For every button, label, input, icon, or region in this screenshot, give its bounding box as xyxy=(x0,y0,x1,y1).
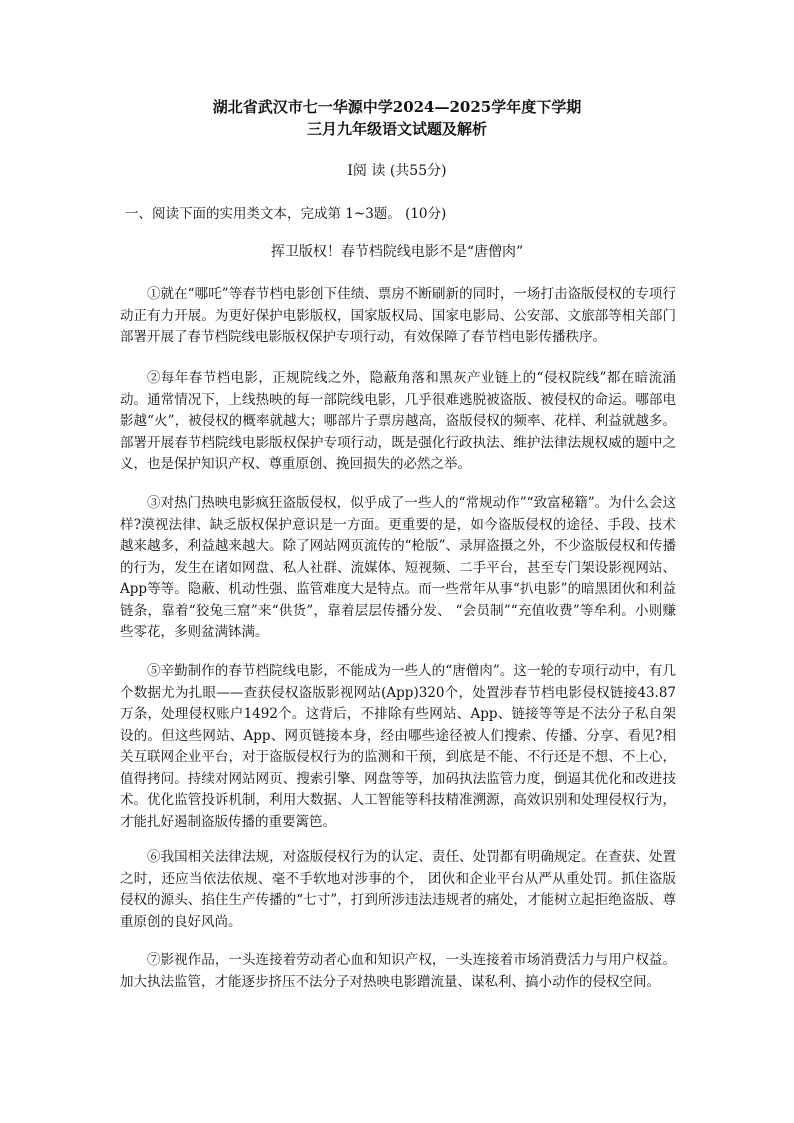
article-title: 挥卫版权！春节档院线电影不是“唐僧肉” xyxy=(270,244,524,260)
document-title-line-1: 湖北省武汉市七一华源中学2024—2025学年度下学期 xyxy=(212,98,582,116)
article-paragraph-7: ⑦影视作品，一头连接着劳动者心血和知识产权，一头连接着市场消费活力与用户权益。加大执法监管，才能逐步挤压不法分子对热映电影蹭流量、谋私利、搞小动作的侵权空间。 xyxy=(120,952,676,990)
article-paragraph-1: ①就在“哪吒”等春节档电影创下佳绩、票房不断刷新的同时，一场打击盗版侵权的专项行动正有力开展。为更好保护电影版权，国家版权局、国家电影局、公安部、文旅部等相关部门部署开展了春节档院线电影版权保护专项行动，有效保障了春节档电影传播秩序。 xyxy=(120,286,676,345)
article-paragraph-5: ⑤辛勤制作的春节档院线电影，不能成为一些人的“唐僧肉”。这一轮的专项行动中，有几个数据尤为扎眼——查获侵权盗版影视网站(App)320个，处置涉春节档电影侵权链接43.87万条，处理侵权账户1492个。这背后，不排除有些网站、App、链接等等是不法分子私自架设的。但这些网站、App、网页链接本身，经由哪些途径被人们搜索、传播、分享、看见?相关互联网企业平台，对于盗版侵权行为的监测和干预，到底是不能、不行还是不想、不上心，值得拷问。持续对网站网页、搜索引擎、网盘等等，加码执法监管力度，倒逼其优化和改进技术。优化监管投诉机制，利用大数据、人工智能等科技精准溯源，高效识别和处理侵权行为，才能扎好遏制盗版传播的重要篱笆。 xyxy=(120,663,676,830)
article-paragraph-2: ②每年春节档电影，正规院线之外，隐蔽角落和黑灰产业链上的“侵权院线”都在暗流涌动。通常情况下，上线热映的每一部院线电影，几乎很难逃脱被盗版、被侵权的命运。哪部电影越“火”，被侵权的概率就越大；哪部片子票房越高，盗版侵权的频率、花样、利益就越多。部署开展春节档院线电影版权保护专项行动，既是强化行政执法、维护法律法规权威的题中之义，也是保护知识产权、尊重原创、挽回损失的必然之举。 xyxy=(120,370,676,472)
section-heading: Ⅰ阅 读 (共55分) xyxy=(347,163,447,179)
question-instruction: 一、阅读下面的实用类文本，完成第 1~3题。 (10分) xyxy=(125,206,447,222)
article-paragraph-6: ⑥我国相关法律法规，对盗版侵权行为的认定、责任、处罚都有明确规定。在查获、处置之时，还应当依法依规、毫不手软地对涉事的个， 团伙和企业平台从严从重处罚。抓住盗版侵权的源头、掐住生产传播的“七寸”，打到所涉违法违规者的痛处，才能树立起拒绝盗版、尊重原创的良好风尚。 xyxy=(120,849,676,930)
document-title-line-2: 三月九年级语文试题及解析 xyxy=(306,120,487,138)
article-paragraph-3: ③对热门热映电影疯狂盗版侵权，似乎成了一些人的“常规动作”“致富秘籍”。为什么会这样?漠视法律、缺乏版权保护意识是一方面。更重要的是，如今盗版侵权的途径、手段、技术越来越多，利益越来越大。除了网站网页流传的“枪版”、录屏盗摄之外，不少盗版侵权和传播的行为，发生在诸如网盘、私人社群、流媒体、短视频、二手平台，甚至专门架设影视网站、App等等。隐蔽、机动性强、监管难度大是特点。而一些常年从事“扒电影”的暗黑团伙和利益链条，靠着“狡兔三窟”来“供货”，靠着层层传播分发、 “会员制”“充值收费”等牟利。小则赚些零花，多则盆满钵满。 xyxy=(120,495,676,640)
